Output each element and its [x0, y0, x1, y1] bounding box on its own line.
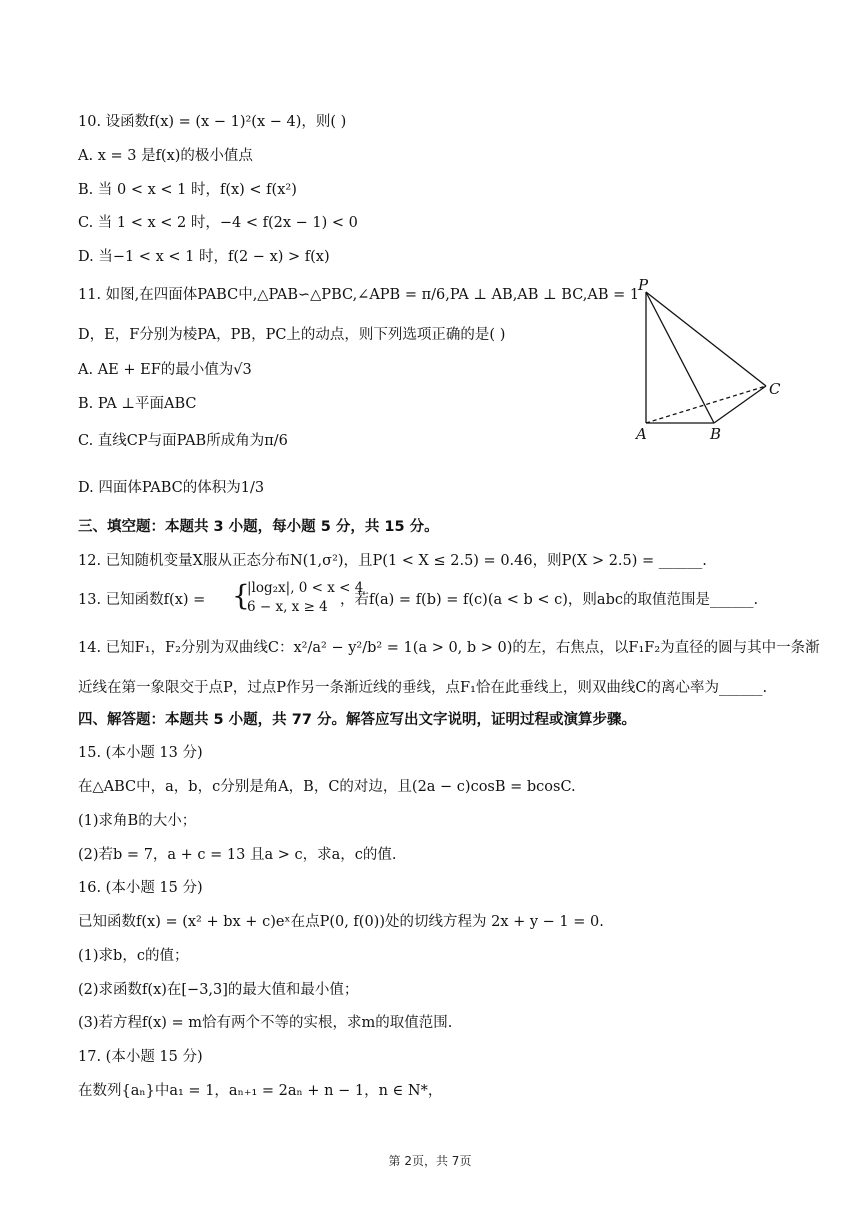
label-c: C	[769, 380, 781, 398]
q10-option-a: A. x = 3 是f(x)的极小值点	[78, 148, 253, 164]
section4-title: 四、解答题：本题共 5 小题，共 77 分。解答应写出文字说明，证明过程或演算步骤。	[78, 712, 636, 728]
q15-part2: (2)若b = 7，a + c = 13 且a > c，求a，c的值.	[78, 847, 397, 863]
tetrahedron-figure	[628, 274, 798, 446]
q11-stem-line1: 11. 如图,在四面体PABC中,△PAB∽△PBC,∠APB = π/6,PA ⊥ AB,AB ⊥ BC,AB = 1	[78, 287, 640, 303]
q16-stem: 已知函数f(x) = (x² + bx + c)eˣ在点P(0, f(0))处的切线方程为 2x + y − 1 = 0.	[78, 914, 604, 930]
q16-part3: (3)若方程f(x) = m恰有两个不等的实根，求m的取值范围.	[78, 1015, 453, 1031]
q11-option-b: B. PA ⊥平面ABC	[78, 396, 197, 412]
label-a: A	[636, 425, 647, 443]
page-footer: 第 2页，共 7页	[388, 1154, 472, 1168]
q14-line1: 14. 已知F₁，F₂分别为双曲线C：x²/a² − y²/b² = 1(a > 0, b > 0)的左，右焦点，以F₁F₂为直径的圆与其中一条渐	[78, 640, 820, 656]
label-b: B	[710, 425, 722, 443]
q13-suffix: ，若f(a) = f(b) = f(c)(a < b < c)，则abc的取值范围是______.	[340, 592, 759, 608]
q10-option-c: C. 当 1 < x < 2 时，−4 < f(2x − 1) < 0	[78, 215, 358, 231]
q14-line2: 近线在第一象限交于点P，过点P作另一条渐近线的垂线，点F₁恰在此垂线上，则双曲线C的离心率为______.	[78, 680, 768, 696]
label-p: P	[638, 276, 649, 294]
q15-head: 15. (本小题 13 分)	[78, 745, 203, 761]
q10-option-b: B. 当 0 < x < 1 时，f(x) < f(x²)	[78, 182, 297, 198]
q17-head: 17. (本小题 15 分)	[78, 1049, 203, 1065]
q15-part1: (1)求角B的大小；	[78, 813, 197, 829]
q17-stem: 在数列{aₙ}中a₁ = 1，aₙ₊₁ = 2aₙ + n − 1，n ∈ N*，	[78, 1083, 443, 1099]
q16-head: 16. (本小题 15 分)	[78, 880, 203, 896]
q12: 12. 已知随机变量X服从正态分布N(1,σ²)，且P(1 < X ≤ 2.5) = 0.46，则P(X > 2.5) = ______.	[78, 553, 707, 569]
q16-part1: (1)求b，c的值；	[78, 948, 189, 964]
q11-option-c: C. 直线CP与面PAB所成角为π/6	[78, 433, 288, 449]
edge-ac-hidden	[646, 386, 766, 423]
q13-brace: {	[232, 579, 250, 612]
edge-pb	[646, 292, 714, 423]
q16-part2: (2)求函数f(x)在[−3,3]的最大值和最小值；	[78, 982, 359, 998]
q10-option-d: D. 当−1 < x < 1 时，f(2 − x) > f(x)	[78, 249, 330, 265]
q11-option-a: A. AE + EF的最小值为√3	[78, 362, 252, 378]
q13-case2: 6 − x, x ≥ 4	[247, 599, 328, 615]
q11-option-d: D. 四面体PABC的体积为1/3	[78, 480, 265, 496]
q13-prefix: 13. 已知函数f(x) =	[78, 592, 206, 608]
edge-bc	[714, 386, 766, 423]
q11-stem-line2: D，E，F分别为棱PA，PB，PC上的动点，则下列选项正确的是( )	[78, 327, 506, 343]
q13-case1: |log₂x|, 0 < x < 4	[247, 580, 364, 596]
edge-pc	[646, 292, 766, 386]
section3-title: 三、填空题：本题共 3 小题，每小题 5 分，共 15 分。	[78, 519, 439, 535]
q10-stem: 10. 设函数f(x) = (x − 1)²(x − 4)，则( )	[78, 114, 347, 130]
q15-stem: 在△ABC中，a，b，c分别是角A，B，C的对边，且(2a − c)cosB = bcosC.	[78, 779, 576, 795]
